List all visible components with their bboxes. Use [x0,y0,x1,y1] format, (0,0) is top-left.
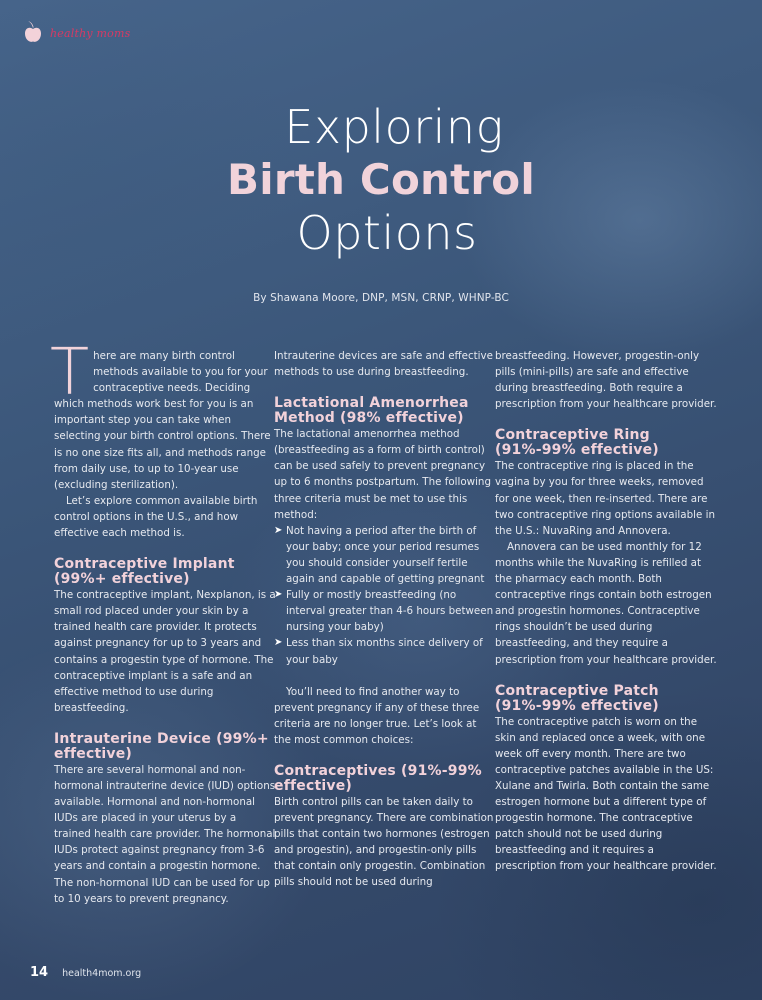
body-iud: There are several hormonal and non-hormonal intrauterine device (IUD) options available. Hormonal and non-hormonal IUDs are placed in your uterus by a trained health care provider. The hormonal IUDs protect against pregnancy from 3-6 years and contain a progestin hormone. The non-hormonal IUD can be used for up to 10 years to prevent pregnancy. [54,763,276,905]
chevron-right-icon: ➤ [274,589,283,601]
intro-text: here are many birth control methods available to you for your contraceptive needs. Deciding which methods work best for you is an important step you can take when selecting your birth control options. There is no one size fits all, and methods range from daily use, to up to 10-year use (excluding sterilization). [54,350,271,491]
page-number: 14 [30,965,49,980]
heading-ring: Contraceptive Ring (91%-99% effective) [495,427,659,459]
logo-text: healthy moms [50,26,131,40]
lam-criteria-list [274,523,496,668]
list-item: ➤ Fully or mostly breastfeeding (no interval greater than 4-6 hours between nursing your baby) [274,589,494,634]
title-line-1: Exploring [284,100,504,154]
chevron-right-icon: ➤ [274,524,283,536]
body-patch: The contraceptive patch is worn on the skin and replaced once a week, with one week off every month. There are two contraceptive patches available in the US: Xulane and Twirla. Both contain the same estrogen hormone but a different type of progestin hormone. The contraceptive patch should not be used during breastfeeding and it requires a prescription from your healthcare provider. [495,715,717,873]
list-item: ➤ Less than six months since delivery of your baby [274,637,483,666]
body-ring: The contraceptive ring is placed in the vagina by you for three weeks, removed for one week, then re-inserted. There are two contraceptive ring options available in the U.S.: NuvaRing and Annovera. [495,460,715,537]
title-line-3: Options [296,206,478,260]
heading-patch: Contraceptive Patch (91%-99% effective) [495,682,659,714]
brand-logo [24,20,130,44]
byline: By Shawana Moore, DNP, MSN, CRNP, WHNP-BC [253,292,509,304]
intro-paragraph-2: Let’s explore common available birth control options in the U.S., and how effective each method is. [54,494,258,540]
drop-cap: T [50,336,90,410]
title-line-2: Birth Control [227,155,535,204]
column-3 [495,348,717,875]
body-ring-2: Annovera can be used monthly for 12 months while the NuvaRing is refilled at the pharmacy each month. Both contraceptive rings contain both estrogen and progestin hormones. Contraceptive rings shouldn’t be used during breastfeeding, and they require a prescription from your healthcare provider. [495,540,717,666]
article-title [0,100,762,260]
list-item: ➤ Not having a period after the birth of your baby; once your period resumes you should consider yourself fertile again and capable of getting pregnant [274,524,485,586]
body-pills-cont: breastfeeding. However, progestin-only pills (mini-pills) are safe and effective during breastfeeding. Both require a prescription from your healthcare provider. [495,350,717,411]
heading-pills: Contraceptives (91%-99% effective) [274,762,482,794]
page-footer [30,965,141,980]
body-lam: The lactational amenorrhea method (breastfeeding as a form of birth control) can be used safely to prevent pregnancy up to 6 months postpartum. The following three criteria must be met to use this method: [274,428,491,521]
heading-lam: Lactational Amenorrhea Method (98% effective) [274,395,469,427]
site-url: health4mom.org [62,968,142,979]
body-implant: The contraceptive implant, Nexplanon, is a small rod placed under your skin by a trained health care provider. It protects against pregnancy for up to 3 years and contains a progestin type of hormone. The contraceptive implant is a safe and an effective method to use during breastfeeding. [54,589,276,714]
column-2 [274,348,496,891]
column-1 [50,336,276,907]
body-lam-after: You’ll need to find another way to prevent pregnancy if any of these three criteria are no longer true. Let’s look at the most common choices: [274,685,480,746]
heading-iud: Intrauterine Device (99%+ effective) [54,730,269,762]
heading-implant: Contraceptive Implant (99%+ effective) [54,556,235,588]
apple-icon [24,20,42,44]
chevron-right-icon: ➤ [274,637,283,649]
body-iud-cont: Intrauterine devices are safe and effective methods to use during breastfeeding. [274,350,493,379]
body-pills: Birth control pills can be taken daily to prevent pregnancy. There are combination pills that contain two hormones (estrogen and progestin), and progestin-only pills that contain only progestin. Combination pills should not be used during [274,795,494,889]
intro-paragraph [50,336,276,493]
